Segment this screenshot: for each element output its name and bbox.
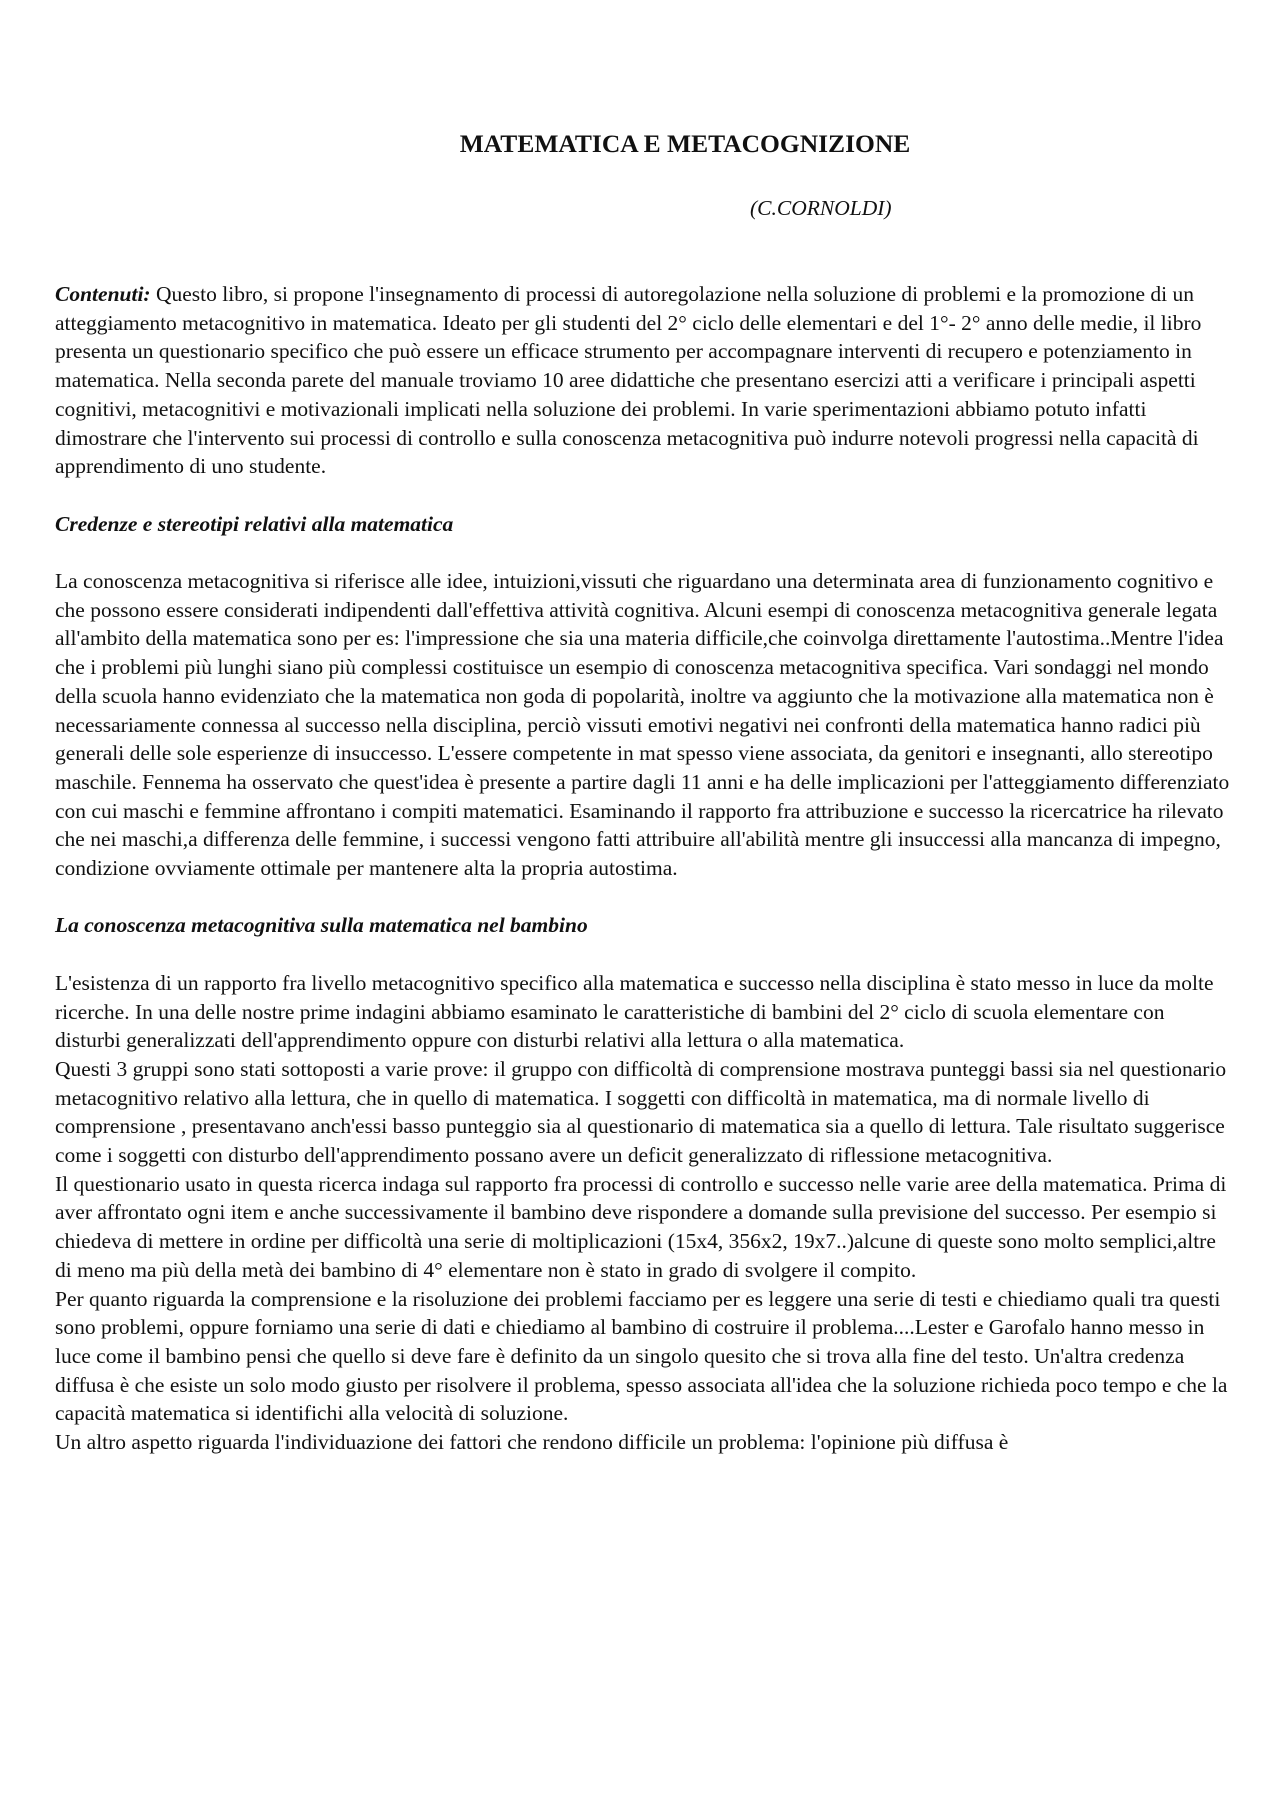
contenuti-text: Questo libro, si propone l'insegnamento di processi di autoregolazione nella soluzione di problemi e la promozione di un atteggiamento metacognitivo in matematica. Ideato per gli studenti del 2° ciclo delle elementari e del 1°- 2° anno delle medie, il libro presenta un questionario specifico che può essere un efficace strumento per accompagnare interventi di recupero e potenziamento in matematica. Nella seconda parete del manuale troviamo 10 aree didattiche che presentano esercizi atti a verificare i principali aspetti cognitivi, metacognitivi e motivazionali implicati nella soluzione dei problemi. In varie sperimentazioni abbiamo potuto infatti dimostrare che l'intervento sui processi di controllo e sulla conoscenza metacognitiva può indurre notevoli progressi nella capacità di apprendimento di uno studente. xyxy=(55,282,1202,479)
section-paragraph: Il questionario usato in questa ricerca indaga sul rapporto fra processi di controllo e successo nelle varie aree della matematica. Prima di aver affrontato ogni item e anche successivamente il bambino deve rispondere a domande sulla previsione del successo. Per esempio si chiedeva di mettere in ordine per difficoltà una serie di moltiplicazioni (15x4, 356x2, 19x7..)alcune di queste sono molto semplici,altre di meno ma più della metà dei bambino di 4° elementare non è stato in grado di svolgere il compito. xyxy=(55,1171,1227,1282)
section-heading-conoscenza: La conoscenza metacognitiva sulla matematica nel bambino xyxy=(55,913,588,938)
spacer xyxy=(55,481,1235,510)
section-heading-credenze: Credenze e stereotipi relativi alla matematica xyxy=(55,511,454,536)
section-paragraph-credenze: La conoscenza metacognitiva si riferisce alle idee, intuizioni,vissuti che riguardano una determinata area di funzionamento cognitivo e che possono essere considerati indipendenti dall'effettiva attività cognitiva. Alcuni esempi di conoscenza metacognitiva generale legata all'ambito della matematica sono per es: l'impressione che sia una materia difficile,che coinvolga direttamente l'autostima..Mentre l'idea che i problemi più lunghi siano più complessi costituisce un esempio di conoscenza metacognitiva specifica. Vari sondaggi nel mondo della scuola hanno evidenziato che la matematica non goda di popolarità, inoltre va aggiunto che la motivazione alla matematica non è necessariamente connessa al successo nella disciplina, perciò vissuti emotivi negativi nei confronti della matematica hanno radici più generali delle sole esperienze di insuccesso. L'essere competente in mat spesso viene associata, da genitori e insegnanti, allo stereotipo maschile. Fennema ha osservato che quest'idea è presente a partire dagli 11 anni e ha delle implicazioni per l'atteggiamento differenziato con cui maschi e femmine affrontano i compiti matematici. Esaminando il rapporto fra attribuzione e successo la ricercatrice ha rilevato che nei maschi,a differenza delle femmine, i successi vengono fatti attribuire all'abilità mentre gli insuccessi alla mancanza di impegno, condizione ovviamente ottimale per mantenere alta la propria autostima. xyxy=(55,569,1230,881)
contenuti-paragraph xyxy=(55,280,1235,481)
spacer xyxy=(55,883,1235,912)
document-author: (C.CORNOLDI) xyxy=(750,196,892,220)
section-paragraph: Un altro aspetto riguarda l'individuazione dei fattori che rendono difficile un problema: l'opinione più diffusa è xyxy=(55,1430,1009,1455)
spacer xyxy=(55,538,1235,567)
document-title: MATEMATICA E METACOGNIZIONE xyxy=(459,129,911,158)
spacer xyxy=(55,940,1235,969)
section-paragraph: Per quanto riguarda la comprensione e la risoluzione dei problemi facciamo per es leggere una serie di testi e chiediamo quali tra questi sono problemi, oppure forniamo una serie di dati e chiediamo al bambino di costruire il problema....Lester e Garofalo hanno messo in luce come il bambino pensi che quello si deve fare è definito da un singolo quesito che si trova alla fine del testo. Un'altra credenza diffusa è che esiste un solo modo giusto per risolvere il problema, spesso associata all'idea che la soluzione richieda poco tempo e che la capacità matematica si identifichi alla velocità di soluzione. xyxy=(55,1286,1228,1426)
contenuti-label: Contenuti: xyxy=(55,282,151,306)
section-paragraph: Questi 3 gruppi sono stati sottoposti a varie prove: il gruppo con difficoltà di comprensione mostrava punteggi bassi sia nel questionario metacognitivo relativo alla lettura, che in quello di matematica. I soggetti con difficoltà in matematica, ma di normale livello di comprensione , presentavano anch'essi basso punteggio sia al questionario di matematica sia a quello di lettura. Tale risultato suggerisce come i soggetti con disturbo dell'apprendimento possano avere un deficit generalizzato di riflessione metacognitiva. xyxy=(55,1056,1227,1168)
section-paragraph: L'esistenza di un rapporto fra livello metacognitivo specifico alla matematica e successo nella disciplina è stato messo in luce da molte ricerche. In una delle nostre prime indagini abbiamo esaminato le caratteristiche di bambini del 2° ciclo di scuola elementare con disturbi generalizzati dell'apprendimento oppure con disturbi relativi alla lettura o alla matematica. xyxy=(55,970,1214,1053)
document-body xyxy=(55,280,1235,1457)
